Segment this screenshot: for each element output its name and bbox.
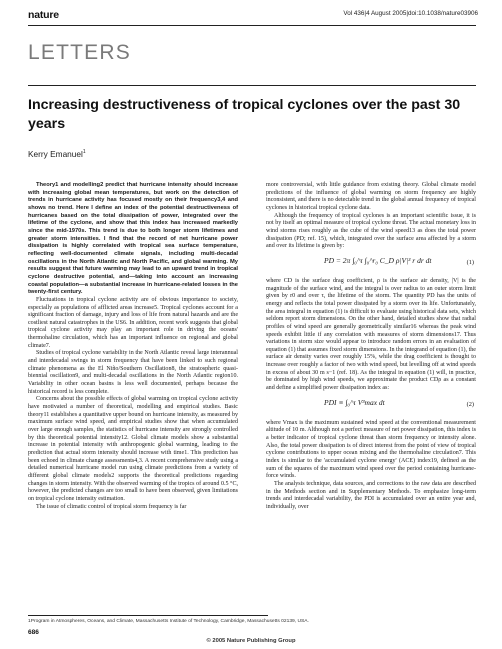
footnote-rule — [28, 615, 268, 616]
volume-info: Vol 436|4 August 2005|doi:10.1038/nature03906 — [343, 10, 478, 17]
equation-1-expression: PD = 2π ∫₀^τ ∫₀^r₀ C_D ρ|V|³ r dr dt — [324, 255, 432, 265]
equation-2-number: (2) — [466, 400, 474, 408]
header-rule — [28, 25, 476, 26]
page-number: 686 — [28, 629, 39, 636]
article-title: Increasing destructiveness of tropical cyclones over the past 30 years — [28, 97, 461, 132]
copyright-notice: © 2005 Nature Publishing Group — [206, 638, 296, 644]
body-paragraph: where CD is the surface drag coefficient, ρ is the surface air density, |V| is the magnitude of the surface wind, and the integral is over radius to an outer storm limit given by r0 and over τ, the lifetime of the storm. The quantity PD has the units of energy and reflects the total power dissipated by a storm over its life. Unfortunately, the area integral in equation (1) is difficult to evaluate using historical data sets, which seldom report storm dimensions. On the other hand, detailed studies show that radial profiles of wind speed are generally geometrically similar16 whereas the peak wind speeds exhibit little if any correlation with measures of storm dimensions17. Thus variations in storm size would appear to introduce random errors in an evaluation of equation (1) that assumes fixed storm dimensions. In the integrand of equation (1), the surface air density varies over roughly 15%, while the drag coefficient is thought to increase over roughly a factor of two with wind speed, but levelling off at wind speeds in excess of about 30 m s−1 (ref. 18). As the integral in equation (1) will, in practice, be dominated by high wind speeds, we approximate the product CDρ as a constant and define a simplified power dissipation index as: — [266, 277, 476, 392]
body-paragraph: Studies of tropical cyclone variability in the North Atlantic reveal large interannual and interdecadal swings in storm frequency that have been linked to such regional climate phenomena as the El Niño/Southern Oscillation8, the stratospheric quasi-biennial oscillation9, and multi-decadal oscillations in the North Atlantic region10. Variability in other ocean basins is less well documented, perhaps because the historical record is less complete. — [28, 350, 238, 395]
body-paragraph: Although the frequency of tropical cyclones is an important scientific issue, it is not by itself an optimal measure of tropical cyclone threat. The actual monetary loss in wind storms rises roughly as the cube of the wind speed13 as does the total power dissipation (PD; ref. 15), which, integrated over the surface area affected by a storm and over its lifetime is given by: — [266, 212, 476, 250]
affiliation-mark: 1 — [82, 149, 86, 156]
section-label: LETTERS — [28, 41, 131, 64]
body-paragraph: The analysis technique, data sources, and corrections to the raw data are described in the Methods section and in Supplementary Methods. To emphasize long-term trends and interdecadal variability, the PDI is accumulated over an entire year and, individually, over — [266, 481, 476, 510]
author-name[interactable]: Kerry Emanuel — [28, 149, 83, 159]
equation-1 — [266, 254, 476, 274]
section-rule — [28, 85, 476, 86]
body-paragraph: where Vmax is the maximum sustained wind speed at the conventional measurement altitude of 10 m. Although not a perfect measure of net power dissipation, this index is a better indicator of tropical cyclone threat than storm frequency or intensity alone. Also, the total power dissipation is of direct interest from the point of view of tropical cyclone contributions to upper ocean mixing and the thermohaline circulation7. This index is similar to the 'accumulated cyclone energy' (ACE) index19, defined as the sum of the squares of the maximum wind speed over the period containing hurricane-force winds. — [266, 419, 476, 480]
equation-2 — [266, 396, 476, 416]
body-paragraph: more controversial, with little guidance from existing theory. Global climate model predictions of the influence of global warming on storm frequency are highly inconsistent, and there is no detectable trend in the global annual frequency of tropical cyclones in historical tropical cyclone data. — [266, 182, 476, 211]
right-column — [266, 182, 476, 622]
body-paragraph: The issue of climatic control of tropical storm frequency is far — [36, 503, 187, 510]
affiliation-footnote: 1Program in Atmospheres, Oceans, and Climate, Massachusetts Institute of Technology, Cambridge, Massachusetts 02139, USA. — [28, 619, 309, 624]
author-line — [28, 149, 86, 159]
body-paragraph: Concerns about the possible effects of global warming on tropical cyclone activity have motivated a number of theoretical, modelling and empirical studies. Basic theory11 establishes a quantitative upper bound on hurricane intensity, as measured by maximum surface wind speed, and empirical studies show that when accumulated over large enough samples, the statistics of hurricane intensity are strongly controlled by this theoretical potential intensity12. Global climate models show a substantial increase in potential intensity with anthropogenic global warming, leading to the prediction that actual storm intensity should increase with time1. This prediction has been echoed in climate change assessments4,3. A recent comprehensive study using a detailed numerical hurricane model run using climate predictions from a variety of different global climate models2 supports the theoretical predictions regarding changes in storm intensity. With the observed warming of the tropics of around 0.5 °C, however, the predicted changes are too small to have been observed, given limitations on tropical cyclone intensity estimation. — [28, 396, 238, 502]
journal-header — [0, 0, 502, 34]
journal-logo[interactable]: nature — [28, 9, 59, 21]
equation-1-number: (1) — [466, 258, 474, 266]
equation-2-expression: PDI ≡ ∫₀^τ V³max dt — [324, 397, 385, 407]
left-column — [28, 182, 238, 627]
abstract: Theory1 and modelling2 predict that hurricane intensity should increase with increasing global mean temperatures, but work on the detection of trends in hurricane activity has focused mostly on their frequency3,4 and shows no trend. Here I define an index of the potential destructiveness of hurricanes based on the total dissipation of power, integrated over the lifetime of the cyclone, and show that this index has increased markedly since the mid-1970s. This trend is due to both longer storm lifetimes and greater storm intensities. I find that the record of net hurricane power dissipation is highly correlated with tropical sea surface temperature, reflecting well-documented climate signals, including multi-decadal oscillations in the North Atlantic and North Pacific, and global warming. My results suggest that future warming may lead to an upward trend in tropical cyclone destructive potential, and—taking into account an increasing coastal population—a substantial increase in hurricane-related losses in the twenty-first century. — [28, 182, 238, 296]
body-paragraph: Fluctuations in tropical cyclone activity are of obvious importance to society, especially as populations of afflicted areas increase5. Tropical cyclones account for a significant fraction of damage, injury and loss of life from natural hazards and are the costliest natural catastrophes in the US6. In addition, recent work suggests that global tropical cyclone activity may play an important role in driving the oceans' thermohaline circulation, which has an important influence on regional and global climate7. — [28, 296, 238, 349]
